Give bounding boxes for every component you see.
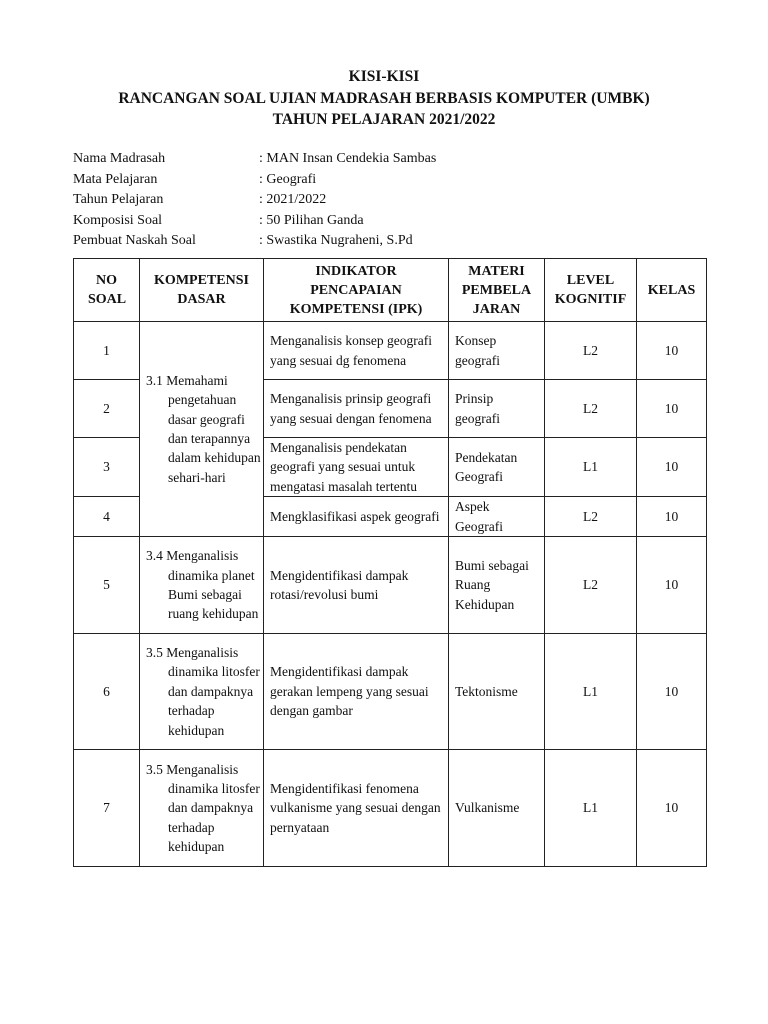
no-soal: 5 (74, 537, 140, 634)
info-row-tahun (73, 190, 436, 211)
ipk-cell: Mengklasifikasi aspek geografi (264, 497, 449, 537)
ipk-cell: Mengidentifikasi fenomena vulkanisme yang sesuai dengan pernyataan (264, 750, 449, 867)
kd-text: 3.5 Menganalisis dinamika litosfer dan dampaknya terhadap kehidupan (146, 761, 260, 855)
no-soal: 4 (74, 497, 140, 537)
kd-text: 3.1 Memahami pengetahuan dasar geografi dan terapannya dalam kehidupan sehari-hari (146, 372, 261, 485)
kompetensi-dasar (140, 750, 264, 867)
level-cell: L2 (545, 537, 637, 634)
ipk-cell: Menganalisis konsep geografi yang sesuai dg fenomena (264, 322, 449, 380)
info-value: : 50 Pilihan Ganda (259, 212, 364, 228)
materi-cell: Vulkanisme (449, 750, 545, 867)
kd-text: 3.4 Menganalisis dinamika planet Bumi sebagai ruang kehidupan (146, 548, 259, 622)
materi-cell: Pendekatan Geografi (449, 438, 545, 497)
info-row-madrasah (73, 149, 436, 170)
header-ipk: INDIKATOR PENCAPAIAN KOMPETENSI (IPK) (264, 259, 449, 322)
table-row (74, 750, 707, 867)
info-value: : Swastika Nugraheni, S.Pd (259, 233, 413, 249)
level-cell: L1 (545, 438, 637, 497)
info-block (73, 149, 436, 252)
level-cell: L1 (545, 634, 637, 750)
kd-text: 3.5 Menganalisis dinamika litosfer dan dampaknya terhadap kehidupan (146, 645, 260, 738)
kelas-cell: 10 (637, 537, 707, 634)
no-soal: 2 (74, 380, 140, 438)
kelas-cell: 10 (637, 634, 707, 750)
materi-cell: Bumi sebagai Ruang Kehidupan (449, 537, 545, 634)
kisi-table (73, 258, 707, 867)
kompetensi-dasar (140, 537, 264, 634)
info-label: Tahun Pelajaran (73, 192, 164, 208)
no-soal: 1 (74, 322, 140, 380)
materi-cell: Tektonisme (449, 634, 545, 750)
kelas-cell: 10 (637, 497, 707, 537)
materi-cell: Aspek Geografi (449, 497, 545, 537)
header-kelas: KELAS (637, 259, 707, 322)
info-label: Mata Pelajaran (73, 171, 158, 187)
header-level-kognitif: LEVEL KOGNITIF (545, 259, 637, 322)
level-cell: L2 (545, 322, 637, 380)
table-row (74, 537, 707, 634)
kompetensi-dasar (140, 634, 264, 750)
no-soal: 3 (74, 438, 140, 497)
ipk-cell: Menganalisis prinsip geografi yang sesuai dengan fenomena (264, 380, 449, 438)
kelas-cell: 10 (637, 750, 707, 867)
level-cell: L1 (545, 750, 637, 867)
table-row (74, 634, 707, 750)
kelas-cell: 10 (637, 380, 707, 438)
info-row-mapel (73, 170, 436, 191)
no-soal: 7 (74, 750, 140, 867)
header-kompetensi-dasar: KOMPETENSI DASAR (140, 259, 264, 322)
materi-cell: Prinsip geografi (449, 380, 545, 438)
info-label: Pembuat Naskah Soal (73, 233, 196, 249)
level-cell: L2 (545, 380, 637, 438)
table-row (74, 322, 707, 380)
doc-title: KISI-KISI (348, 68, 420, 85)
info-value: : MAN Insan Cendekia Sambas (259, 151, 437, 166)
table-header-row (74, 259, 707, 322)
info-value: : Geografi (259, 171, 317, 187)
kelas-cell: 10 (637, 322, 707, 380)
no-soal: 6 (74, 634, 140, 750)
ipk-cell: Mengidentifikasi dampak gerakan lempeng yang sesuai dengan gambar (264, 634, 449, 750)
info-row-pembuat (73, 231, 436, 252)
info-row-komposisi (73, 211, 436, 232)
info-label: Nama Madrasah (73, 151, 166, 166)
info-label: Komposisi Soal (73, 212, 163, 228)
header-no-soal: NO SOAL (74, 259, 140, 322)
kompetensi-dasar (140, 322, 264, 537)
ipk-cell: Menganalisis pendekatan geografi yang sesuai untuk mengatasi masalah tertentu (264, 438, 449, 497)
materi-cell: Konsep geografi (449, 322, 545, 380)
doc-year: TAHUN PELAJARAN 2021/2022 (272, 111, 496, 128)
ipk-cell: Mengidentifikasi dampak rotasi/revolusi bumi (264, 537, 449, 634)
level-cell: L2 (545, 497, 637, 537)
kelas-cell: 10 (637, 438, 707, 497)
info-value: : 2021/2022 (259, 192, 327, 208)
doc-subtitle: RANCANGAN SOAL UJIAN MADRASAH BERBASIS KOMPUTER (UMBK) (118, 90, 650, 107)
header-materi: MATERI PEMBELA JARAN (449, 259, 545, 322)
